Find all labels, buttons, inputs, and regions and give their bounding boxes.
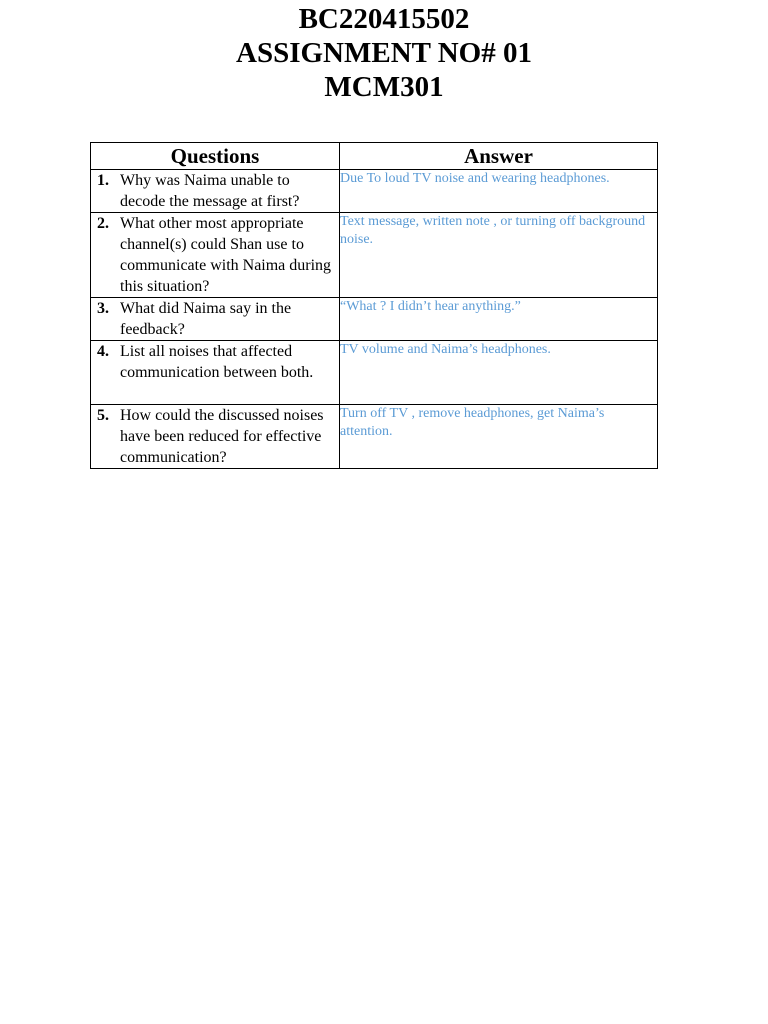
table-row — [91, 170, 658, 213]
question-text: Why was Naima unable to decode the message at first? — [120, 172, 300, 210]
question-number: 2. — [97, 215, 109, 232]
question-number: 1. — [97, 172, 109, 189]
table-header-row — [91, 143, 658, 170]
answer-cell: “What ? I didn’t hear anything.” — [340, 298, 658, 341]
question-number: 3. — [97, 300, 109, 317]
document-header — [0, 2, 768, 104]
questions-column-header: Questions — [91, 143, 340, 170]
question-text: How could the discussed noises have been reduced for effective communication? — [120, 407, 324, 466]
question-cell — [91, 298, 340, 341]
answer-cell: TV volume and Naima’s headphones. — [340, 341, 658, 405]
question-text: What other most appropriate channel(s) could Shan use to communicate with Naima during this situation? — [120, 215, 332, 295]
question-cell — [91, 213, 340, 298]
question-text: What did Naima say in the feedback? — [120, 300, 292, 338]
question-number: 5. — [97, 407, 109, 424]
table-row — [91, 213, 658, 298]
question-text: List all noises that affected communication between both. — [120, 343, 314, 381]
table-row — [91, 298, 658, 341]
answer-cell: Turn off TV , remove headphones, get Naima’s attention. — [340, 405, 658, 469]
assignment-title: ASSIGNMENT NO# 01 — [236, 37, 532, 69]
table-row — [91, 405, 658, 469]
student-id: BC220415502 — [298, 3, 470, 35]
qa-table — [90, 142, 658, 469]
answer-cell: Text message, written note , or turning off background noise. — [340, 213, 658, 298]
question-number: 4. — [97, 343, 109, 360]
question-cell — [91, 341, 340, 405]
question-cell — [91, 170, 340, 213]
question-cell — [91, 405, 340, 469]
answer-column-header: Answer — [340, 143, 658, 170]
table-row — [91, 341, 658, 405]
answer-cell: Due To loud TV noise and wearing headphones. — [340, 170, 658, 213]
course-code: MCM301 — [324, 71, 444, 103]
